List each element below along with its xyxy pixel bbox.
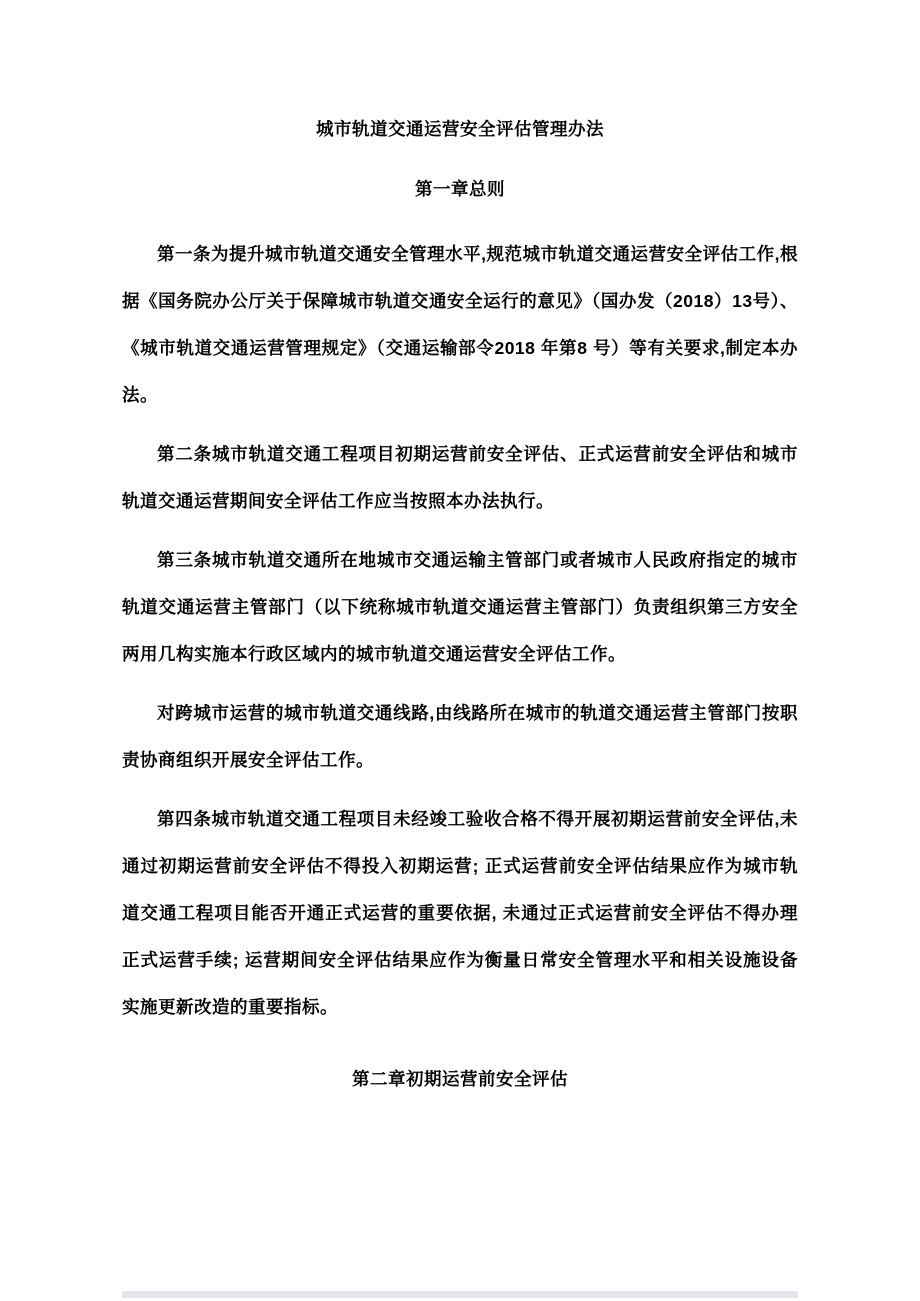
paragraph-article-3: 第三条城市轨道交通所在地城市交通运输主管部门或者城市人民政府指定的城市轨道交通运营主管部门（以下统称城市轨道交通运营主管部门）负责组织第三方安全两用几构实施本行政区域内的城市轨道交通运营安全评估工作。: [122, 550, 798, 664]
document-title: 城市轨道交通运营安全评估管理办法: [316, 119, 604, 139]
next-page-edge: [122, 1291, 798, 1298]
chapter-1-heading: 第一章总则: [415, 179, 505, 199]
paragraph-article-4: 第四条城市轨道交通工程项目未经竣工验收合格不得开展初期运营前安全评估,未通过初期运营前安全评估不得投入初期运营; 正式运营前安全评估结果应作为城市轨道交通工程项目能否开通正式运营的重要依据, 未通过正式运营前安全评估不得办理正式运营手续; 运营期间安全评估结果应作为衡量日常安全管理水平和相关设施设备实施更新改造的重要指标。: [122, 809, 798, 1017]
paragraph-article-3-continued: 对跨城市运营的城市轨道交通线路,由线路所在城市的轨道交通运营主管部门按职责协商组织开展安全评估工作。: [122, 703, 798, 770]
paragraph-article-1: 第一条为提升城市轨道交通安全管理水平,规范城市轨道交通运营安全评估工作,根据《国务院办公厅关于保障城市轨道交通安全运行的意见》（国办发（2018）13号）、《城市轨道交通运营管理规定》（交通运输部令2018 年第8 号）等有关要求,制定本办法。: [122, 244, 798, 405]
paragraph-article-2: 第二条城市轨道交通工程项目初期运营前安全评估、正式运营前安全评估和城市轨道交通运营期间安全评估工作应当按照本办法执行。: [122, 444, 798, 511]
chapter-2-heading: 第二章初期运营前安全评估: [352, 1069, 568, 1089]
